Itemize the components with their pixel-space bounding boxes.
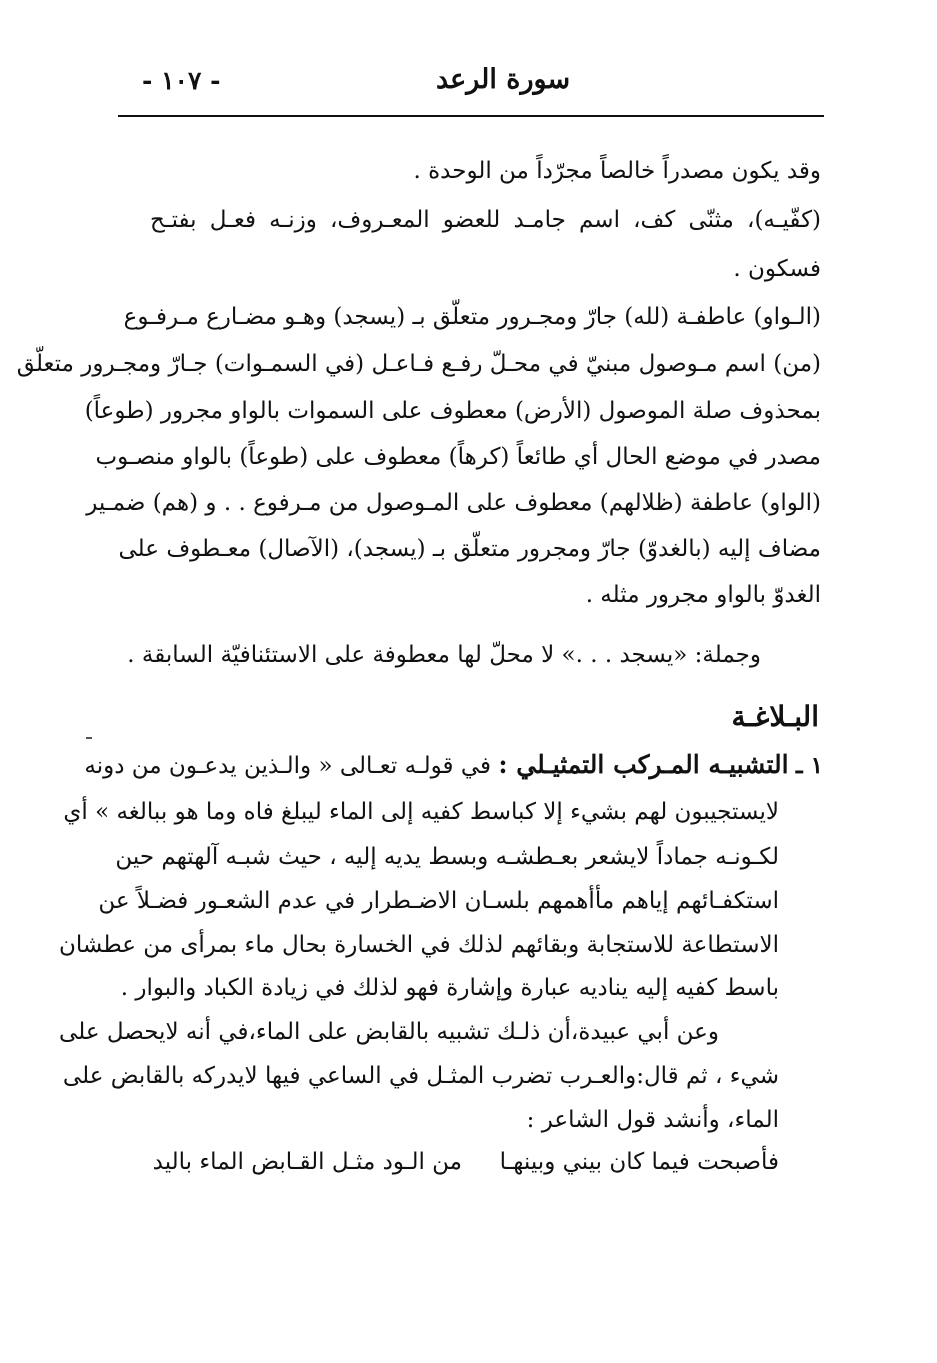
text-line: لايستجيبون لهم بشيء إلا كباسط كفيه إلى الماء ليبلغ فاه وما هو ببالغه » أي [63, 799, 779, 825]
text-line: (كفّيـه)، مثنّى كف، اسم جامـد للعضو المعـروف، وزنـه فعـل بفتـح [150, 207, 821, 233]
point-title: التشبيـه المـركب التمثيـلي : [498, 750, 789, 779]
text-line: (من) اسم مـوصول مبنيّ في محـلّ رفـع فـاعـل (في السمـوات) جـارّ ومجـرور متعلّق [16, 351, 821, 377]
point-number: ١ ـ [795, 752, 823, 779]
verse-first-hemistich: فأصبحت فيما كان بيني وبينهـا [499, 1149, 779, 1175]
text-line: لكـونـه جماداً لايشعر بعـطشـه وبسط يديه إليه ، حيث شبـه آلهتهم حين [115, 844, 779, 870]
header-divider [118, 115, 824, 117]
text-line: بمحذوف صلة الموصول (الأرض) معطوف على السموات بالواو مجرور (طوعاً) [84, 398, 821, 424]
text-line: فسكون . [733, 256, 821, 282]
text-line: (الواو) عاطفة (ظلالهم) معطوف على المـوصول من مـرفوع . . و (هم) ضمـير [86, 490, 821, 516]
point-1-first-line [84, 748, 823, 783]
print-mark [86, 737, 92, 739]
text-line: شيء ، ثم قال:والعـرب تضرب المثـل في الساعي فيها لايدركه بالقابض على [62, 1063, 779, 1089]
text-line: وعن أبي عبيدة،أن ذلـك تشبيه بالقابض على الماء،في أنه لايحصل على [59, 1019, 719, 1045]
text-line: باسط كفيه إليه يناديه عبارة وإشارة فهو لذلك في زيادة الكباد والبوار . [120, 975, 779, 1001]
text-line: (الـواو) عاطفـة (لله) جارّ ومجـرور متعلّق بـ (يسجد) وهـو مضـارع مـرفـوع [123, 304, 821, 330]
text-line: مصدر في موضع الحال أي طائعاً (كرهاً) معطوف على (طوعاً) بالواو منصـوب [95, 444, 821, 470]
page-header [118, 62, 824, 118]
text-line: مضاف إليه (بالغدوّ) جارّ ومجرور متعلّق بـ (يسجد)، (الآصال) معـطوف على [118, 536, 821, 562]
text-line: استكفـائهم إياهم مأأهمهم بلسـان الاضـطرار في عدم الشعـور فضـلاً عن [98, 888, 779, 914]
page-number: - ١٠٧ - [142, 66, 221, 95]
text-line: الغدوّ بالواو مجرور مثله . [585, 582, 821, 608]
section-heading: البـلاغـة [731, 700, 819, 733]
sentence-note: وجملة: «يسجد . . .» لا محلّ لها معطوفة على الاستئنافيّة السابقة . [127, 642, 761, 668]
point-text: في قولـه تعـالى « والـذين يدعـون من دونه [84, 753, 492, 779]
surah-title: سورة الرعد [436, 64, 571, 95]
verse-second-hemistich: من الـود مثـل القـابض الماء باليد [152, 1149, 462, 1175]
text-line: الماء، وأنشد قول الشاعر : [526, 1107, 779, 1133]
text-line: وقد يكون مصدراً خالصاً مجرّداً من الوحدة . [413, 158, 821, 184]
text-line: الاستطاعة للاستجابة وبقائهم لذلك في الخسارة بحال ماء بمرأى من عطشان [58, 932, 779, 958]
